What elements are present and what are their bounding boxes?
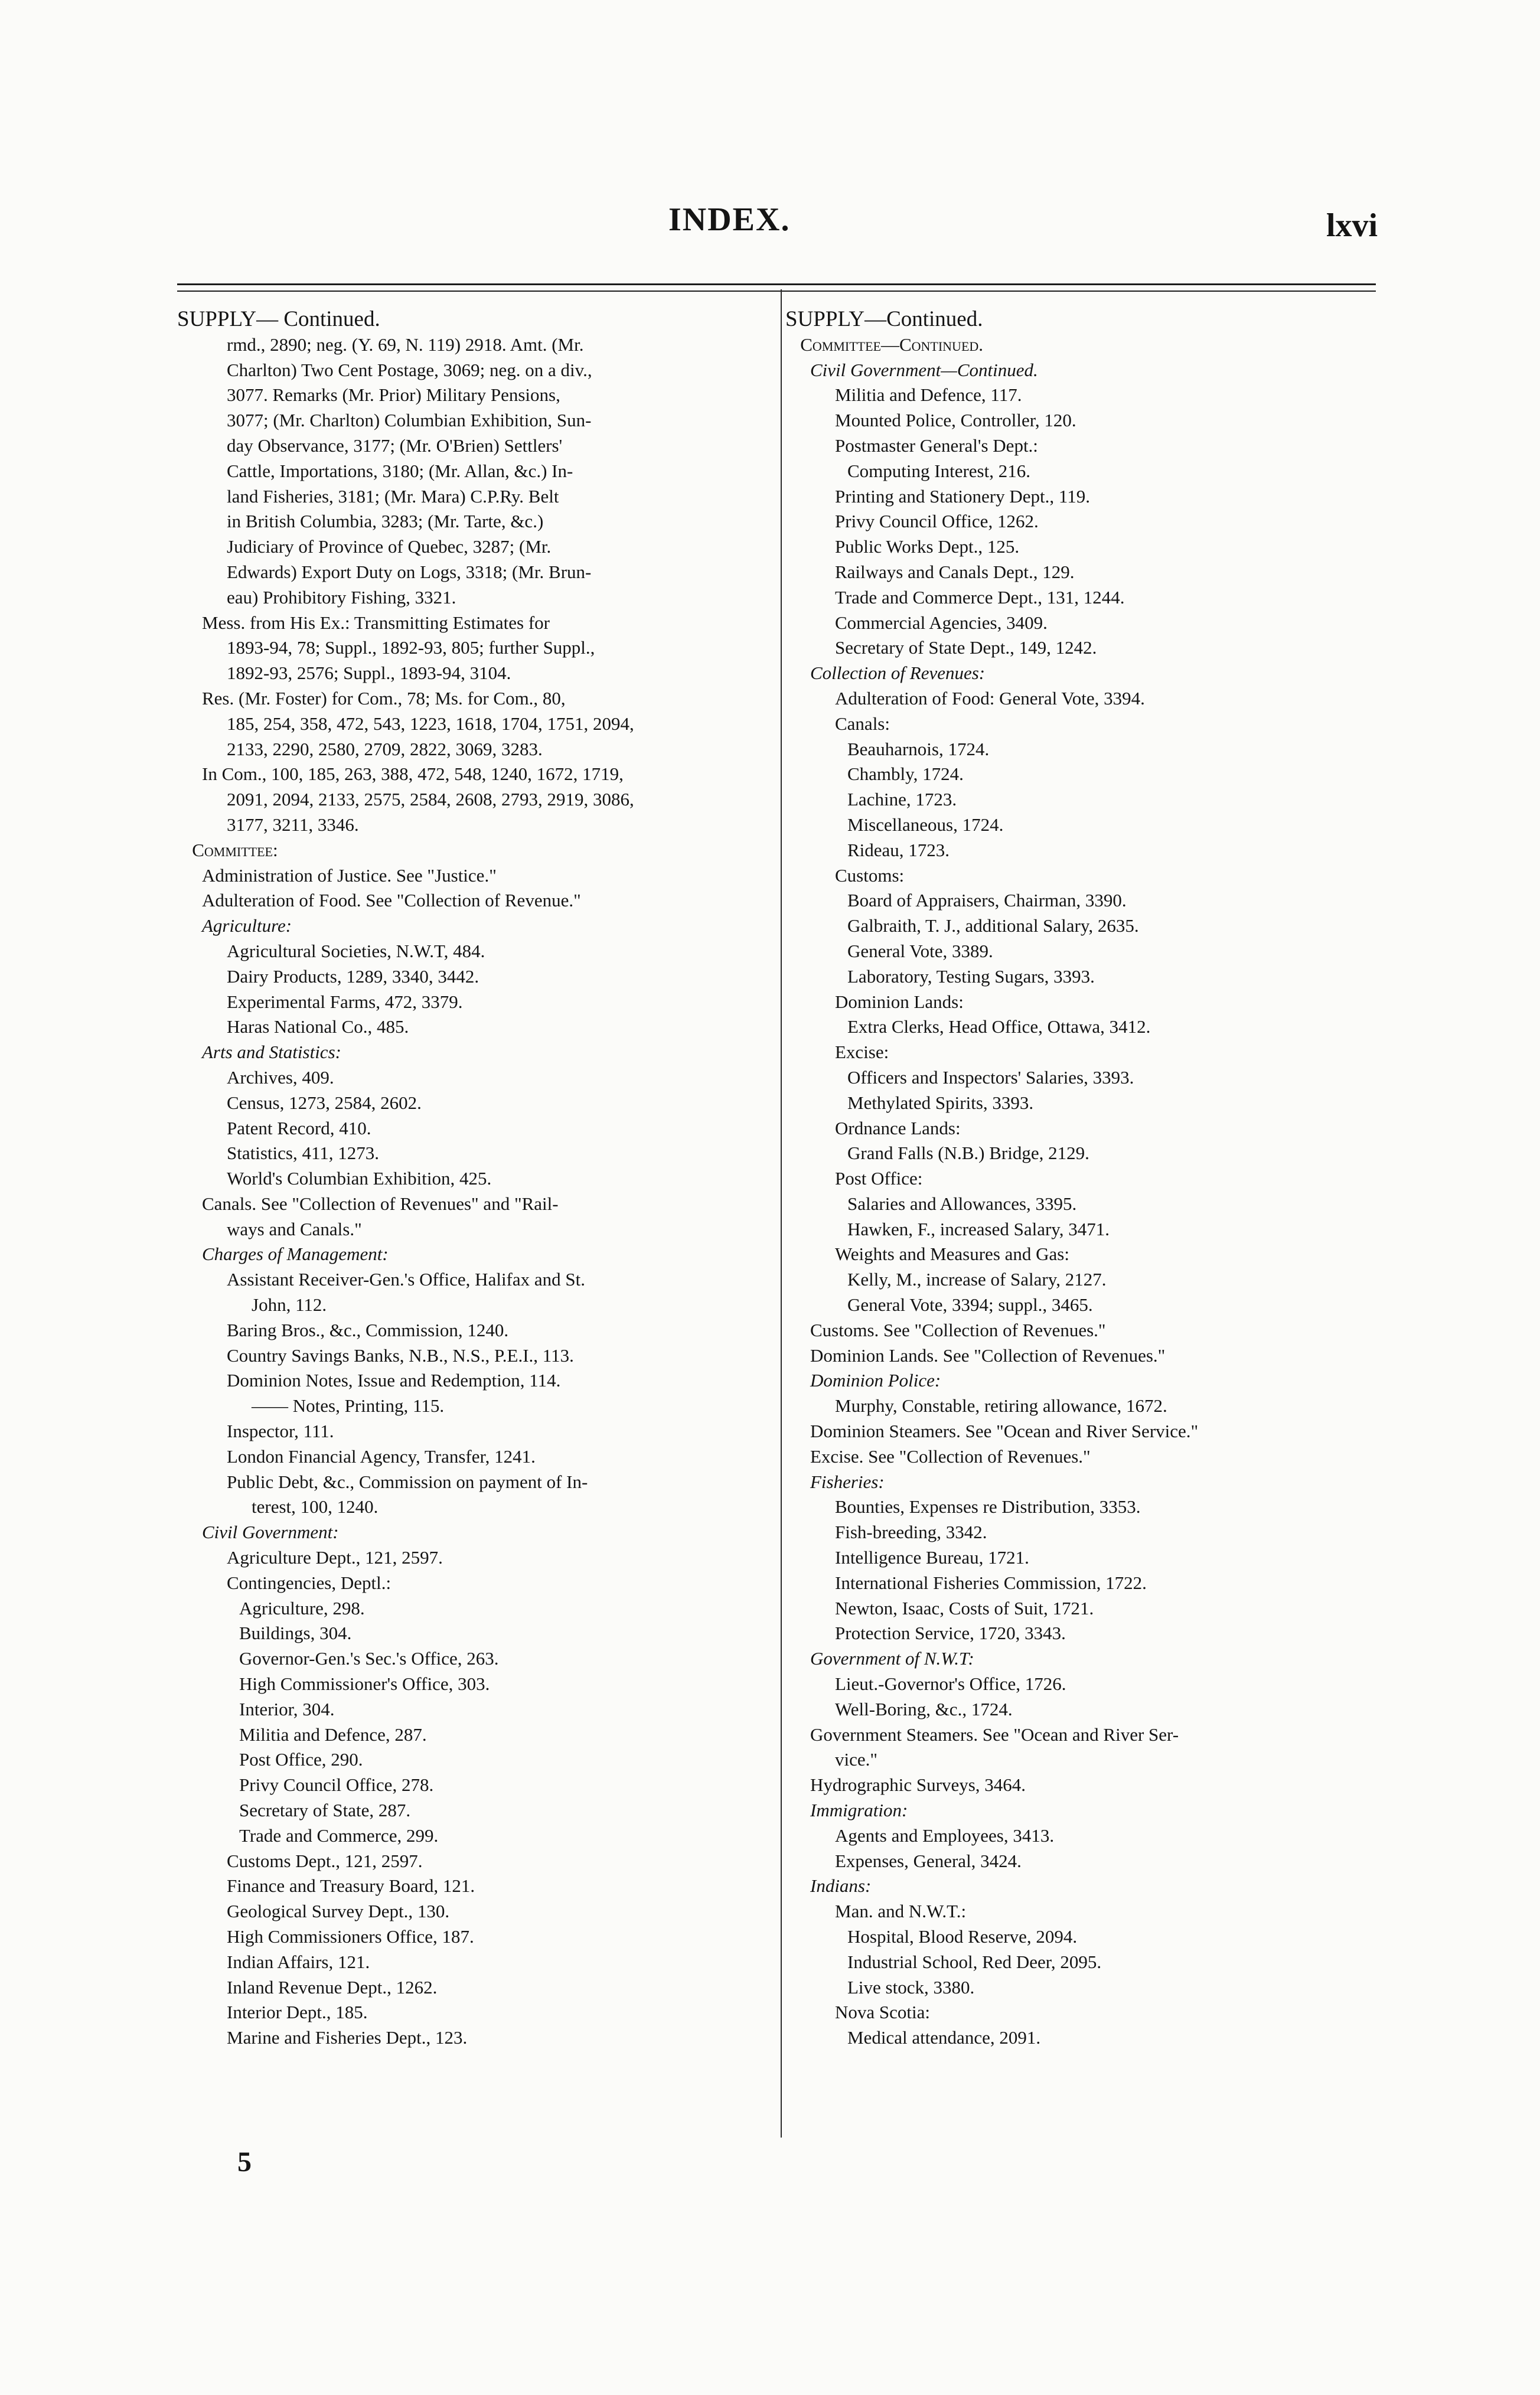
right-index-line: Militia and Defence, 117. (835, 384, 1022, 406)
right-index-line: Indians: (810, 1875, 872, 1897)
right-index-line: Industrial School, Red Deer, 2095. (847, 1951, 1102, 1972)
right-index-line: Government Steamers. See "Ocean and River Ser- (810, 1724, 1179, 1745)
left-index-line: Patent Record, 410. (227, 1117, 371, 1138)
right-index-line: Privy Council Office, 1262. (835, 511, 1039, 532)
left-index-line: terest, 100, 1240. (252, 1496, 379, 1518)
right-index-line: Civil Government—Continued. (810, 359, 1038, 380)
left-index-line: land Fisheries, 3181; (Mr. Mara) C.P.Ry. Belt (227, 485, 559, 507)
right-index-line: Commercial Agencies, 3409. (835, 612, 1048, 633)
right-index-line: Nova Scotia: (835, 2002, 930, 2023)
footer-signature-mark: 5 (237, 2146, 252, 2178)
left-index-line: Statistics, 411, 1273. (227, 1143, 380, 1164)
left-index-line: Finance and Treasury Board, 121. (227, 1875, 475, 1897)
right-index-line: SUPPLY—Continued. (785, 307, 983, 331)
left-index-line: Canals. See "Collection of Revenues" and "Rail- (202, 1193, 559, 1214)
right-index-line: Secretary of State Dept., 149, 1242. (835, 637, 1097, 658)
right-index-line: Hospital, Blood Reserve, 2094. (847, 1926, 1078, 1947)
right-index-line: Canals: (835, 713, 890, 734)
left-index-line: Arts and Statistics: (202, 1042, 341, 1063)
right-index-line: Dominion Steamers. See "Ocean and River Service." (810, 1421, 1199, 1442)
right-index-line: Railways and Canals Dept., 129. (835, 561, 1075, 582)
left-index-line: Post Office, 290. (239, 1749, 363, 1770)
left-index-line: Buildings, 304. (239, 1623, 352, 1644)
left-index-line: High Commissioners Office, 187. (227, 1926, 474, 1947)
right-index-line: Lieut.-Governor's Office, 1726. (835, 1673, 1066, 1695)
left-index-line: Country Savings Banks, N.B., N.S., P.E.I., 113. (227, 1345, 574, 1366)
right-column (785, 307, 1382, 2051)
left-index-line: 1893-94, 78; Suppl., 1892-93, 805; further Suppl., (227, 637, 595, 658)
left-index-line: Agriculture, 298. (239, 1597, 365, 1619)
right-index-line: Beauharnois, 1724. (847, 738, 990, 759)
right-index-line: vice." (835, 1749, 878, 1770)
header-rule-bottom (177, 291, 1376, 292)
right-index-line: Hawken, F., increased Salary, 3471. (847, 1218, 1110, 1239)
left-index-line: Trade and Commerce, 299. (239, 1825, 439, 1846)
left-index-line: Archives, 409. (227, 1066, 334, 1088)
left-index-line: Res. (Mr. Foster) for Com., 78; Ms. for Com., 80, (202, 687, 566, 709)
left-index-line: London Financial Agency, Transfer, 1241. (227, 1446, 536, 1467)
right-index-line: International Fisheries Commission, 1722. (835, 1572, 1147, 1593)
right-index-line: Intelligence Bureau, 1721. (835, 1547, 1029, 1568)
left-index-line: Experimental Farms, 472, 3379. (227, 991, 463, 1012)
left-index-line: Agriculture: (202, 915, 292, 937)
left-index-line: —— Notes, Printing, 115. (252, 1395, 445, 1417)
left-index-line: Cattle, Importations, 3180; (Mr. Allan, &c.) In- (227, 460, 573, 481)
left-index-line: Haras National Co., 485. (227, 1016, 409, 1037)
left-index-line: Inland Revenue Dept., 1262. (227, 1976, 438, 1998)
right-index-line: Medical attendance, 2091. (847, 2027, 1041, 2048)
right-index-line: Rideau, 1723. (847, 839, 950, 860)
right-index-line: Public Works Dept., 125. (835, 536, 1020, 557)
right-index-line: Protection Service, 1720, 3343. (835, 1623, 1066, 1644)
left-index-line: Dairy Products, 1289, 3340, 3442. (227, 965, 479, 987)
right-index-line: Ordnance Lands: (835, 1117, 961, 1138)
right-index-line: Post Office: (835, 1168, 923, 1189)
left-index-line: 3077. Remarks (Mr. Prior) Military Pensions, (227, 384, 560, 406)
right-index-line: Immigration: (810, 1800, 908, 1821)
right-index-line: Fisheries: (810, 1471, 885, 1492)
left-index-line: Administration of Justice. See "Justice." (202, 864, 497, 886)
right-index-line: Live stock, 3380. (847, 1976, 975, 1998)
left-index-line: Mess. from His Ex.: Transmitting Estimates for (202, 612, 550, 633)
right-index-line: Dominion Lands. See "Collection of Revenues." (810, 1345, 1166, 1366)
right-index-line: Laboratory, Testing Sugars, 3393. (847, 965, 1095, 987)
right-index-line: General Vote, 3389. (847, 940, 993, 961)
right-index-line: Government of N.W.T: (810, 1648, 974, 1669)
right-index-line: Well-Boring, &c., 1724. (835, 1698, 1013, 1719)
left-index-line: eau) Prohibitory Fishing, 3321. (227, 586, 456, 608)
left-index-line: 185, 254, 358, 472, 543, 1223, 1618, 1704, 1751, 2094, (227, 713, 634, 734)
right-index-line: Newton, Isaac, Costs of Suit, 1721. (835, 1597, 1094, 1619)
header-rule-top (177, 283, 1376, 285)
right-index-line: Computing Interest, 216. (847, 460, 1030, 481)
left-index-line: 2091, 2094, 2133, 2575, 2584, 2608, 2793, 2919, 3086, (227, 789, 634, 810)
left-index-line: Edwards) Export Duty on Logs, 3318; (Mr. Brun- (227, 561, 592, 582)
left-index-line: High Commissioner's Office, 303. (239, 1673, 490, 1695)
right-index-line: Lachine, 1723. (847, 789, 957, 810)
right-index-line: Galbraith, T. J., additional Salary, 2635. (847, 915, 1139, 937)
right-index-line: Weights and Measures and Gas: (835, 1244, 1069, 1265)
left-index-line: Interior Dept., 185. (227, 2002, 368, 2023)
right-index-line: General Vote, 3394; suppl., 3465. (847, 1294, 1093, 1316)
left-index-line: Indian Affairs, 121. (227, 1951, 370, 1972)
left-index-line: Secretary of State, 287. (239, 1800, 411, 1821)
left-index-line: Charlton) Two Cent Postage, 3069; neg. on a div., (227, 359, 592, 380)
left-index-line: Contingencies, Deptl.: (227, 1572, 391, 1593)
left-index-line: Dominion Notes, Issue and Redemption, 114. (227, 1370, 561, 1391)
right-index-line: Methylated Spirits, 3393. (847, 1092, 1034, 1113)
left-index-line: Inspector, 111. (227, 1421, 334, 1442)
left-index-line: rmd., 2890; neg. (Y. 69, N. 119) 2918. Amt. (Mr. (227, 334, 584, 355)
right-index-line: Board of Appraisers, Chairman, 3390. (847, 890, 1127, 911)
right-index-line: Expenses, General, 3424. (835, 1850, 1022, 1871)
left-column (177, 307, 768, 2051)
left-index-line: 3077; (Mr. Charlton) Columbian Exhibition, Sun- (227, 410, 592, 431)
left-index-line: Agricultural Societies, N.W.T, 484. (227, 940, 485, 961)
left-index-line: Marine and Fisheries Dept., 123. (227, 2027, 468, 2048)
left-index-line: 2133, 2290, 2580, 2709, 2822, 3069, 3283. (227, 738, 543, 759)
right-index-line: Customs. See "Collection of Revenues." (810, 1319, 1106, 1340)
left-index-line: Privy Council Office, 278. (239, 1774, 434, 1796)
page-header-title: INDEX. (668, 201, 791, 238)
left-index-line: Geological Survey Dept., 130. (227, 1901, 450, 1922)
left-index-line: Public Debt, &c., Commission on payment of In- (227, 1471, 588, 1492)
right-index-line: Customs: (835, 864, 905, 886)
right-index-line: Officers and Inspectors' Salaries, 3393. (847, 1066, 1134, 1088)
left-index-line: 3177, 3211, 3346. (227, 814, 359, 835)
left-index-line: Baring Bros., &c., Commission, 1240. (227, 1319, 509, 1340)
right-index-line: Trade and Commerce Dept., 131, 1244. (835, 586, 1125, 608)
left-index-line: John, 112. (252, 1294, 327, 1316)
left-index-line: Judiciary of Province of Quebec, 3287; (Mr. (227, 536, 552, 557)
left-index-line: Adulteration of Food. See "Collection of Revenue." (202, 890, 581, 911)
left-index-line: Assistant Receiver-Gen.'s Office, Halifax and St. (227, 1269, 585, 1290)
column-divider (781, 289, 782, 2138)
right-index-line: Murphy, Constable, retiring allowance, 1672. (835, 1395, 1167, 1417)
right-index-line: Fish-breeding, 3342. (835, 1522, 987, 1543)
right-index-line: Printing and Stationery Dept., 119. (835, 485, 1090, 507)
right-index-line: Kelly, M., increase of Salary, 2127. (847, 1269, 1107, 1290)
right-index-line: Dominion Police: (810, 1370, 941, 1391)
left-index-line: In Com., 100, 185, 263, 388, 472, 548, 1240, 1672, 1719, (202, 763, 624, 785)
left-index-line: Committee: (192, 839, 278, 860)
page-number: lxvi (1326, 207, 1378, 244)
right-index-line: Dominion Lands: (835, 991, 964, 1012)
left-index-line: SUPPLY— Continued. (177, 307, 380, 331)
left-index-line: World's Columbian Exhibition, 425. (227, 1168, 492, 1189)
left-index-line: in British Columbia, 3283; (Mr. Tarte, &c.) (227, 511, 544, 532)
right-index-line: Collection of Revenues: (810, 663, 986, 684)
left-index-line: Militia and Defence, 287. (239, 1724, 427, 1745)
right-index-line: Miscellaneous, 1724. (847, 814, 1004, 835)
right-index-line: Committee—Continued. (800, 334, 984, 355)
left-index-line: Census, 1273, 2584, 2602. (227, 1092, 422, 1113)
right-index-line: Grand Falls (N.B.) Bridge, 2129. (847, 1143, 1089, 1164)
right-index-line: Bounties, Expenses re Distribution, 3353. (835, 1496, 1141, 1518)
right-index-line: Excise. See "Collection of Revenues." (810, 1446, 1091, 1467)
right-index-line: Chambly, 1724. (847, 763, 964, 785)
left-index-line: Charges of Management: (202, 1244, 389, 1265)
right-index-line: Hydrographic Surveys, 3464. (810, 1774, 1026, 1796)
left-index-line: Customs Dept., 121, 2597. (227, 1850, 423, 1871)
right-index-line: Extra Clerks, Head Office, Ottawa, 3412. (847, 1016, 1151, 1037)
right-index-line: Postmaster General's Dept.: (835, 435, 1038, 456)
left-index-line: Civil Government: (202, 1522, 339, 1543)
left-index-line: Interior, 304. (239, 1698, 335, 1719)
left-index-line: day Observance, 3177; (Mr. O'Brien) Settlers' (227, 435, 563, 456)
left-index-line: Agriculture Dept., 121, 2597. (227, 1547, 443, 1568)
left-index-line: 1892-93, 2576; Suppl., 1893-94, 3104. (227, 663, 511, 684)
left-index-line: ways and Canals." (227, 1218, 362, 1239)
right-index-line: Salaries and Allowances, 3395. (847, 1193, 1077, 1214)
right-index-line: Excise: (835, 1042, 889, 1063)
left-index-line: Governor-Gen.'s Sec.'s Office, 263. (239, 1648, 499, 1669)
right-index-line: Man. and N.W.T.: (835, 1901, 967, 1922)
right-index-line: Adulteration of Food: General Vote, 3394. (835, 687, 1145, 709)
right-index-line: Mounted Police, Controller, 120. (835, 410, 1076, 431)
right-index-line: Agents and Employees, 3413. (835, 1825, 1055, 1846)
